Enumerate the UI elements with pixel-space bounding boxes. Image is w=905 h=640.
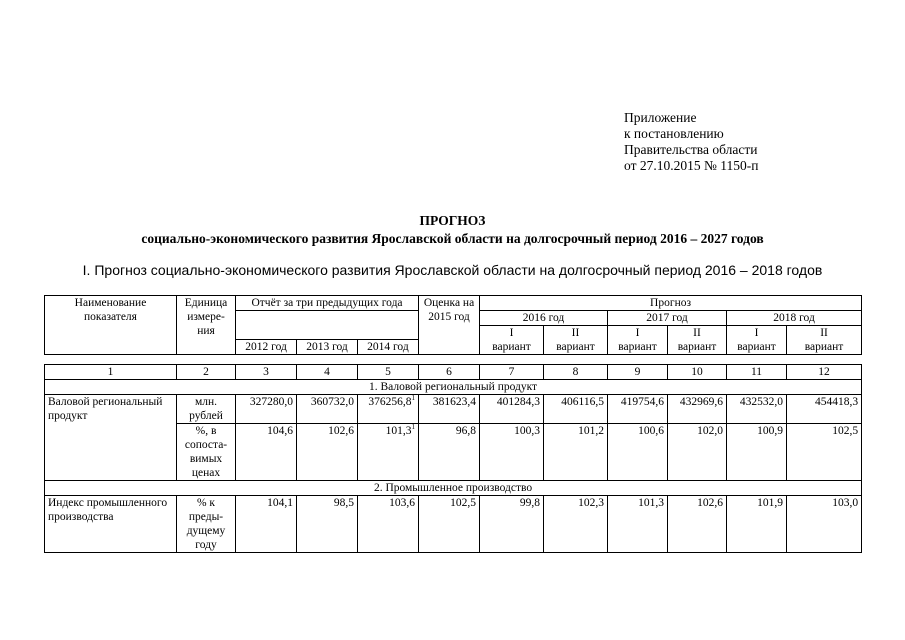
document-title: ПРОГНОЗ [419,213,486,228]
variant-cell [668,326,727,355]
value-cell: 381623,4 [419,395,480,424]
forecast-year: 2016 год [480,311,608,326]
value-cell: 102,6 [668,496,727,553]
section-heading: I. Прогноз социально-экономического развития Ярославской области на долгосрочный период 2016 – 2018 годов [82,262,823,278]
value-cell: 102,6 [297,424,358,481]
value-cell: 102,5 [419,496,480,553]
variant-label: вариант [804,341,844,353]
header-row [45,296,862,311]
col-number: 10 [668,365,727,380]
col-number: 7 [480,365,544,380]
forecast-year: 2017 год [608,311,727,326]
value-cell: 327280,0 [236,395,297,424]
variant-label: вариант [737,341,776,353]
spacer-row [45,355,862,365]
appendix-line: Приложение [624,110,697,125]
footnote-mark: 1 [411,423,415,432]
variant-number: II [693,327,701,339]
value-cell [358,395,419,424]
col-number: 1 [45,365,177,380]
col-number: 4 [297,365,358,380]
value-cell: 96,8 [419,424,480,481]
header-forecast: Прогноз [480,296,862,311]
col-number: 11 [727,365,787,380]
value-cell: 101,9 [727,496,787,553]
value-cell: 100,6 [608,424,668,481]
value-cell: 100,3 [480,424,544,481]
appendix-line: Правительства области [624,142,758,157]
value-cell: 101,3 [608,496,668,553]
column-number-row [45,365,862,380]
col-number: 6 [419,365,480,380]
variant-cell [787,326,862,355]
unit-cell: млн. рублей [177,395,236,424]
variant-number: I [635,327,640,339]
value-cell: 102,0 [668,424,727,481]
value-cell: 432969,6 [668,395,727,424]
value-cell: 100,9 [727,424,787,481]
group-title: 1. Валовой региональный продукт [45,380,862,395]
appendix-line: от 27.10.2015 № 1150-п [624,158,759,173]
report-year: 2014 год [357,340,418,355]
indicator-name: Валовой региональный продукт [45,395,177,481]
value-text: 376256,8 [368,396,412,408]
value-cell: 99,8 [480,496,544,553]
value-cell: 104,6 [236,424,297,481]
col-number: 8 [544,365,608,380]
table-row [45,496,862,553]
group-title: 2. Промышленное производство [45,481,862,496]
header-estimate: Оценка на 2015 год [419,296,480,355]
header-unit: Единица измере-ния [177,296,236,355]
report-years-table [236,339,418,354]
variant-cell [608,326,668,355]
value-cell: 401284,3 [480,395,544,424]
header-name: Наименование показателя [45,296,177,355]
value-cell: 406116,5 [544,395,608,424]
variant-label: вариант [492,341,531,353]
value-cell: 419754,6 [608,395,668,424]
variant-number: II [820,327,828,339]
indicator-name: Индекс промышленного производства [45,496,177,553]
report-year: 2013 год [297,340,358,355]
document-subtitle: социально-экономического развития Ярославской области на долгосрочный период 2016 – 2027 годов [141,231,764,246]
header-report: Отчёт за три предыдущих года [236,296,419,311]
value-cell: 360732,0 [297,395,358,424]
variant-number: I [754,327,759,339]
group-title-row [45,481,862,496]
col-number: 9 [608,365,668,380]
variant-cell [727,326,787,355]
value-cell: 432532,0 [727,395,787,424]
forecast-table [44,295,862,553]
variant-cell [480,326,544,355]
unit-cell: % к преды-дущему году [177,496,236,553]
footnote-mark: 1 [411,394,415,403]
value-text: 101,3 [385,425,412,437]
col-number: 12 [787,365,862,380]
report-year: 2012 год [236,340,297,355]
value-cell: 454418,3 [787,395,862,424]
value-cell: 102,3 [544,496,608,553]
variant-label: вариант [618,341,657,353]
value-cell: 103,0 [787,496,862,553]
variant-number: I [509,327,514,339]
variant-cell [544,326,608,355]
value-cell: 103,6 [358,496,419,553]
appendix-block [624,110,758,174]
value-cell: 102,5 [787,424,862,481]
col-number: 3 [236,365,297,380]
unit-cell: %, в сопоста-вимых ценах [177,424,236,481]
col-number: 5 [358,365,419,380]
value-cell: 101,2 [544,424,608,481]
variant-number: II [571,327,580,339]
appendix-line: к постановлению [624,126,724,141]
table-row [45,395,862,424]
value-cell [358,424,419,481]
group-title-row [45,380,862,395]
variant-label: вариант [677,341,717,353]
report-years-cell [236,311,419,355]
variant-label: вариант [556,341,595,353]
forecast-year: 2018 год [727,311,862,326]
value-cell: 104,1 [236,496,297,553]
col-number: 2 [177,365,236,380]
value-cell: 98,5 [297,496,358,553]
